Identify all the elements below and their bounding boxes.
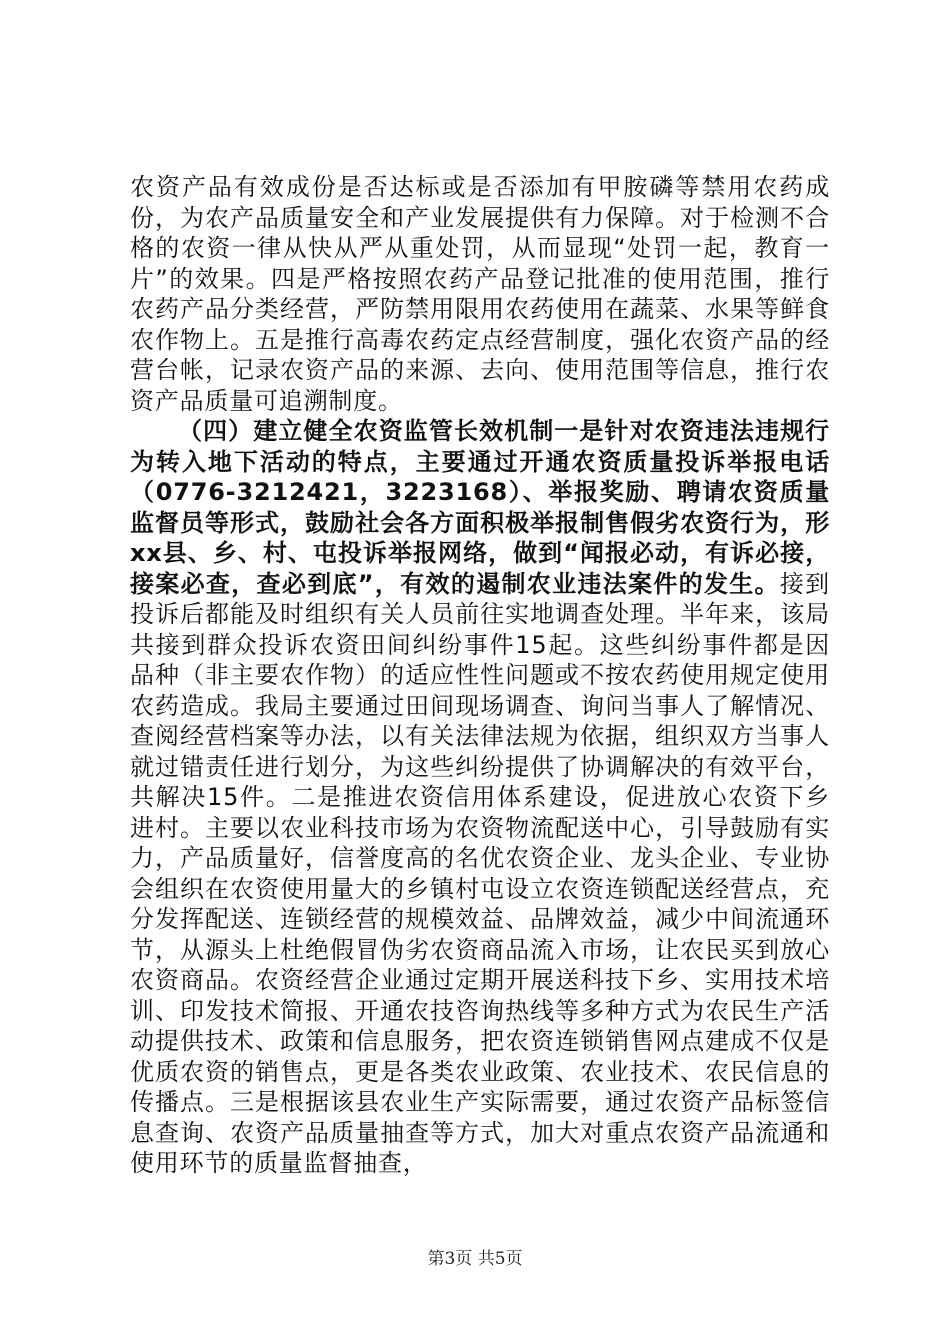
document-body xyxy=(130,172,830,1179)
paragraph-1 xyxy=(130,172,830,416)
paragraph-2-text: 接到投诉后都能及时组织有关人员前往实地调查处理。半年来，该局共接到群众投诉农资田间纠纷事件15起。这些纠纷事件都是因品种（非主要农作物）的适应性性问题或不按农药使用规定使用农药造成。我局主要通过田间现场调查、询问当事人了解情况、查阅经营档案等办法，以有关法律法规为依据，组织双方当事人就过错责任进行划分，为这些纠纷提供了协调解决的有效平台，共解决15件。二是推进农资信用体系建设，促进放心农资下乡进村。主要以农业科技市场为农资物流配送中心，引导鼓励有实力，产品质量好，信誉度高的名优农资企业、龙头企业、专业协会组织在农资使用量大的乡镇村屯设立农资连锁配送经营点，充分发挥配送、连锁经营的规模效益、品牌效益，减少中间流通环节，从源头上杜绝假冒伪劣农资商品流入市场，让农民买到放心农资商品。农资经营企业通过定期开展送科技下乡、实用技术培训、印发技术简报、开通农技咨询热线等多种方式为农民生产活动提供技术、政策和信息服务，把农资连锁销售网点建成不仅是优质农资的销售点，更是各类农业政策、农业技术、农民信息的传播点。三是根据该县农业生产实际需要，通过农资产品标签信息查询、农资产品质量抽查等方式，加大对重点农资产品流通和使用环节的质量监督抽查， xyxy=(130,569,830,1177)
paragraph-2 xyxy=(130,416,830,1179)
paragraph-1-text: 农资产品有效成份是否达标或是否添加有甲胺磷等禁用农药成份，为农产品质量安全和产业发展提供有力保障。对于检测不合格的农资一律从快从严从重处罚，从而显现“处罚一起，教育一片”的效果。四是严格按照农药产品登记批准的使用范围，推行农药产品分类经营，严防禁用限用农药使用在蔬菜、水果等鲜食农作物上。五是推行高毒农药定点经营制度，强化农资产品的经营台帐，记录农资产品的来源、去向、使用范围等信息，推行农资产品质量可追溯制度。 xyxy=(130,173,830,415)
page-number-footer: 第3页 共5页 xyxy=(427,1249,523,1269)
paragraph-2-bold-heading: （四）建立健全农资监管长效机制一是针对农资违法违规行为转入地下活动的特点，主要通过开通农资质量投诉举报电话（0776-3212421，3223168）、举报奖励、聘请农资质量监督员等形式，鼓励社会各方面积极举报制售假劣农资行为，形xx县、乡、村、屯投诉举报网络，做到“闻报必动，有诉必接，接案必查，查必到底”，有效的遏制农业违法案件的发生。 xyxy=(130,417,830,598)
